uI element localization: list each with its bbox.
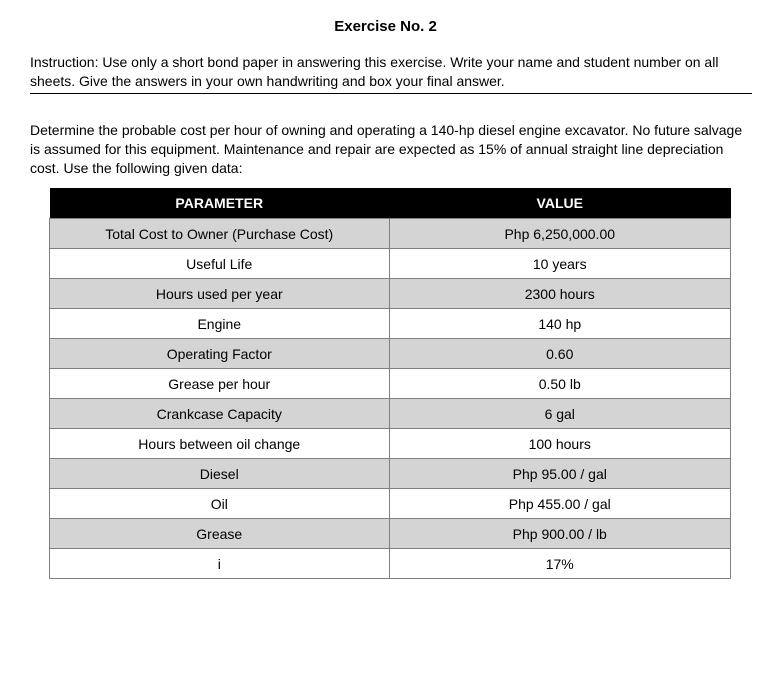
value-cell: Php 455.00 / gal	[389, 489, 731, 519]
value-cell: 0.60	[389, 339, 731, 369]
value-cell: 6 gal	[389, 399, 731, 429]
value-cell: 140 hp	[389, 309, 731, 339]
given-data-table	[49, 188, 731, 579]
table-row	[50, 339, 731, 369]
table-row	[50, 459, 731, 489]
parameter-cell: Diesel	[50, 459, 390, 489]
table-row	[50, 489, 731, 519]
parameter-cell: Crankcase Capacity	[50, 399, 390, 429]
table-row	[50, 429, 731, 459]
table-header-row	[50, 188, 731, 219]
parameter-cell: Grease	[50, 519, 390, 549]
table-row	[50, 399, 731, 429]
table-row	[50, 369, 731, 399]
problem-statement: Determine the probable cost per hour of owning and operating a 140-hp diesel engine excavator. No future salvage is assumed for this equipment. Maintenance and repair are expected as 15% of annual straight line depreciation cost. Use the following given data:	[30, 122, 743, 176]
exercise-title: Exercise No. 2	[334, 18, 437, 35]
table-row	[50, 279, 731, 309]
value-cell: 2300 hours	[389, 279, 731, 309]
value-cell: Php 6,250,000.00	[389, 219, 731, 249]
parameter-cell: Hours used per year	[50, 279, 390, 309]
value-cell: 17%	[389, 549, 731, 579]
parameter-cell: Useful Life	[50, 249, 390, 279]
value-cell: Php 95.00 / gal	[389, 459, 731, 489]
parameter-cell: Hours between oil change	[50, 429, 390, 459]
instruction-text: Instruction: Use only a short bond paper in answering this exercise. Write your name and student number on all sheets. Give the answers in your own handwriting and box your final answer.	[30, 53, 752, 94]
parameter-cell: Oil	[50, 489, 390, 519]
parameter-column-header: PARAMETER	[50, 188, 390, 219]
parameter-cell: Engine	[50, 309, 390, 339]
value-cell: 10 years	[389, 249, 731, 279]
table-row	[50, 249, 731, 279]
table-row	[50, 519, 731, 549]
value-cell: 100 hours	[389, 429, 731, 459]
value-column-header: VALUE	[389, 188, 731, 219]
table-row	[50, 309, 731, 339]
parameter-cell: Grease per hour	[50, 369, 390, 399]
parameter-cell: Operating Factor	[50, 339, 390, 369]
value-cell: 0.50 lb	[389, 369, 731, 399]
table-row	[50, 549, 731, 579]
parameter-cell: Total Cost to Owner (Purchase Cost)	[50, 219, 390, 249]
parameter-cell: i	[50, 549, 390, 579]
value-cell: Php 900.00 / lb	[389, 519, 731, 549]
table-row	[50, 219, 731, 249]
